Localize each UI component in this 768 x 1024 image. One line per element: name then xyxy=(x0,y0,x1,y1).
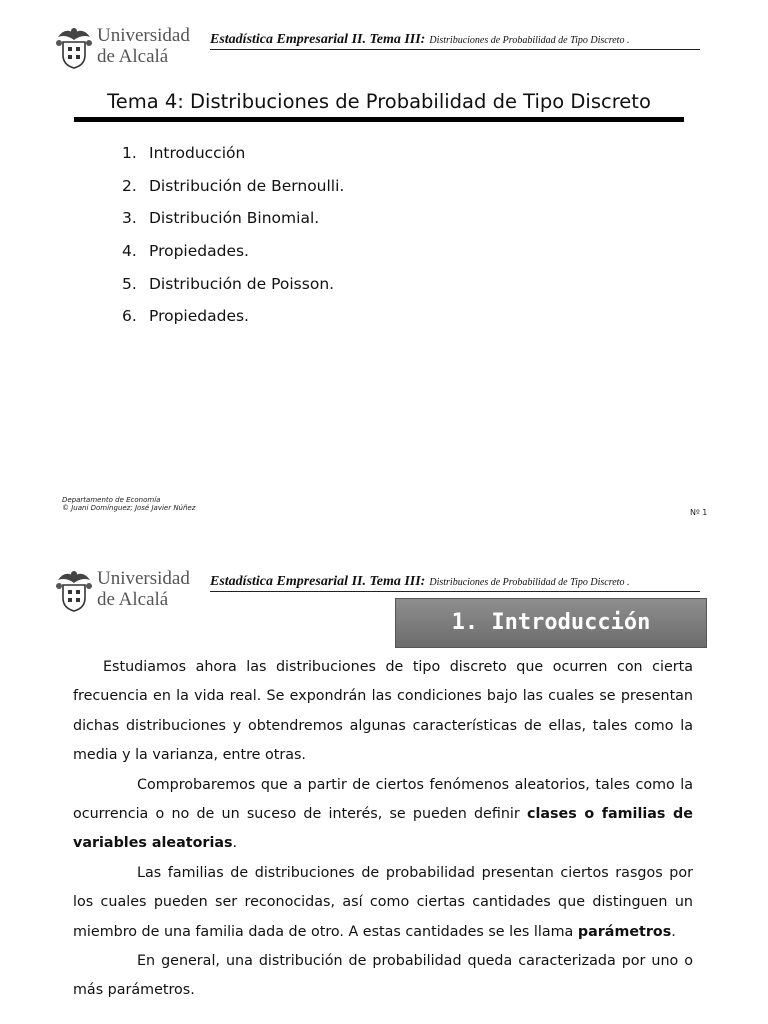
running-header xyxy=(210,572,700,592)
emphasis: clases o familias de variables aleatorias xyxy=(73,806,693,852)
toc-item: 4. Propiedades. xyxy=(122,242,249,261)
running-header-main: Estadística Empresarial II. Tema III: xyxy=(210,32,426,47)
toc-item: 6. Propiedades. xyxy=(122,307,249,326)
paragraph: Estudiamos ahora las distribuciones de tipo discreto que ocurren con cierta frecuencia en la vida real. Se expondrán las condiciones bajo las cuales se presentan dichas distribuciones y obtendremos algunas características de ellas, tales como la media y la varianza, entre otras. xyxy=(73,659,693,764)
paragraph: Comprobaremos que a partir de ciertos fenómenos aleatorios, tales como la ocurrencia o no de un suceso de interés, se pueden definir clases o familias de variables aleatorias. xyxy=(73,776,693,852)
table-of-contents xyxy=(122,140,344,336)
running-header xyxy=(210,30,700,50)
toc-item: 5. Distribución de Poisson. xyxy=(122,274,335,293)
toc-item: 1. Introducción xyxy=(122,144,246,162)
footer-credits xyxy=(62,496,195,512)
running-header-main: Estadística Empresarial II. Tema III: xyxy=(210,574,426,589)
emphasis: parámetros xyxy=(577,923,672,940)
body-text xyxy=(73,653,693,1006)
university-crest-icon xyxy=(55,568,93,612)
toc-item: 3. Distribución Binomial. xyxy=(122,209,320,228)
authors-label: © Juani Domínguez; José Javier Núñez xyxy=(62,504,196,512)
department-label: Departamento de Economía xyxy=(62,496,161,504)
university-logo xyxy=(55,568,190,613)
page-number: Nº 1 xyxy=(690,508,708,517)
university-name: Universidad de Alcalá xyxy=(97,25,190,67)
paragraph: Las familias de distribuciones de probabilidad presentan ciertos rasgos por los cuales pueden ser reconocidas, así como ciertas cantidades que distinguen un miembro de una familia dada de otro. A estas cantidades se les llama parámetros. xyxy=(73,864,693,940)
running-header-sub: Distribuciones de Probabilidad de Tipo Discreto . xyxy=(429,35,630,46)
university-crest-icon xyxy=(55,25,93,69)
running-header-sub: Distribuciones de Probabilidad de Tipo Discreto . xyxy=(429,577,630,588)
university-name: Universidad de Alcalá xyxy=(97,568,190,610)
section-title: 1. Introducción xyxy=(395,598,707,648)
slide-2 xyxy=(0,560,768,1024)
toc-item: 2. Distribución de Bernoulli. xyxy=(122,176,345,195)
university-logo xyxy=(55,25,190,70)
page-title: Tema 4: Distribuciones de Probabilidad de Tipo Discreto xyxy=(74,90,684,122)
paragraph: En general, una distribución de probabilidad queda caracterizada por uno o más parámetros. xyxy=(73,953,693,999)
